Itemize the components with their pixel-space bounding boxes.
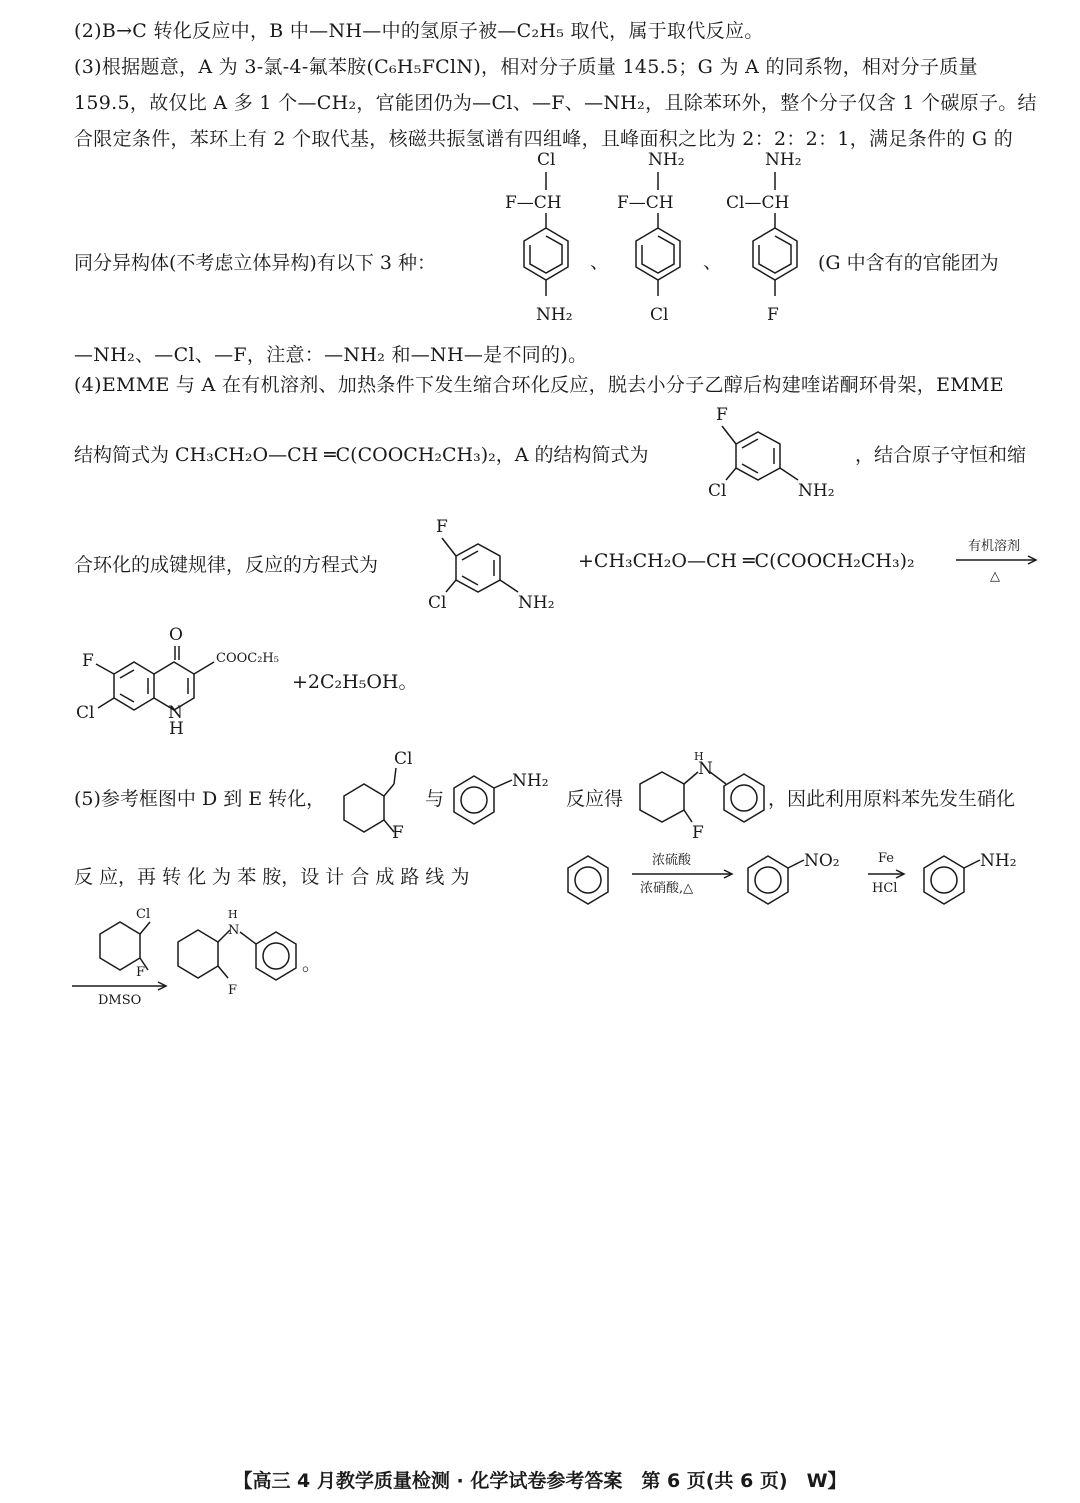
svg-text:H: H (228, 908, 238, 921)
paragraph-2: (2)B→C 转化反应中，B 中—NH—中的氢原子被—C₂H₅ 取代，属于取代反应。 (74, 20, 764, 42)
paragraph-4-line-2-left: 结构简式为 CH₃CH₂O—CH ═C(COOCH₂CH₃)₂，A 的结构简式为 (74, 444, 649, 466)
aniline-structure (452, 766, 572, 826)
svg-text:NH₂: NH₂ (512, 771, 549, 791)
isomer-2-structure (617, 150, 685, 325)
svg-text:F: F (228, 983, 238, 998)
paragraph-5-line-1-b: 与 (425, 788, 445, 810)
paragraph-4-line-1: (4)EMME 与 A 在有机溶剂、加热条件下发生缩合环化反应，脱去小分子乙醇后构建喹诺酮环骨架，EMME (74, 374, 1004, 396)
svg-text:F: F (392, 823, 404, 843)
isomer-3-para: F (767, 305, 779, 325)
reaction-arrow-1 (952, 534, 1052, 584)
svg-text:Cl: Cl (428, 593, 447, 613)
paragraph-5-line-2: 反 应，再 转 化 为 苯 胺，设 计 合 成 路 线 为 (74, 866, 470, 888)
svg-text:Cl: Cl (136, 907, 151, 922)
svg-text:HCl: HCl (872, 881, 898, 896)
synthesis-route (560, 840, 1040, 910)
svg-text:F: F (692, 823, 704, 843)
svg-text:△: △ (990, 569, 1000, 584)
page-footer: 【高三 4 月教学质量检测 · 化学试卷参考答案 第 6 页(共 6 页) W】 (233, 1470, 847, 1492)
svg-text:有机溶剂: 有机溶剂 (968, 539, 1021, 554)
svg-text:N: N (698, 759, 713, 779)
isomer-1-para: NH₂ (536, 305, 573, 325)
svg-text:NH₂: NH₂ (980, 851, 1017, 871)
svg-text:N: N (168, 703, 183, 723)
isomer-1-top: Cl (537, 150, 556, 170)
paragraph-4-line-3-left: 合环化的成键规律，反应的方程式为 (74, 554, 379, 576)
svg-text:浓硫酸: 浓硫酸 (652, 853, 692, 868)
product-tail: +2C₂H₅OH。 (292, 671, 418, 693)
quinolone-product (74, 622, 294, 742)
isomer-3-structure (726, 150, 802, 325)
structure-A (700, 398, 860, 518)
isomer-2-side: F—CH (617, 193, 674, 213)
isomer-separator-2: 、 (703, 251, 723, 273)
svg-text:F: F (436, 517, 448, 537)
emme-reagent: +CH₃CH₂O—CH ═C(COOCH₂CH₃)₂ (578, 550, 915, 572)
svg-text:Cl: Cl (708, 481, 727, 501)
paragraph-3-line-5: —NH₂、—Cl、—F，注意：—NH₂ 和—NH—是不同的)。 (74, 344, 588, 366)
svg-text:Cl: Cl (76, 703, 95, 723)
svg-text:H: H (169, 719, 184, 739)
paragraph-3-line-2: 159.5，故仅比 A 多 1 个—CH₂，官能团仍为—Cl、—F、—NH₂，且除苯环外，整个分子仅含 1 个碳原子。结 (74, 92, 1037, 114)
paragraph-3-line-4-right: (G 中含有的官能团为 (818, 252, 999, 274)
isomer-separator-1: 、 (590, 251, 610, 273)
isomer-structures (0, 140, 1080, 340)
paragraph-3-line-1: (3)根据题意，A 为 3-氯-4-氟苯胺(C₆H₅FClN)，相对分子质量 145.5；G 为 A 的同系物，相对分子质量 (74, 56, 978, 78)
isomer-2-top: NH₂ (648, 150, 685, 170)
isomer-3-top: NH₂ (765, 150, 802, 170)
svg-text:NH₂: NH₂ (518, 593, 555, 613)
paragraph-5-line-1-c: 反应得 (566, 788, 624, 810)
isomer-3-side: Cl—CH (726, 193, 790, 213)
paragraph-3-line-3: 合限定条件，苯环上有 2 个取代基，核磁共振氢谱有四组峰，且峰面积之比为 2：2：2：1，满足条件的 G 的 (74, 128, 1014, 150)
synthesis-route-step-3 (70, 900, 370, 1020)
paragraph-5-line-1-a: (5)参考框图中 D 到 E 转化， (74, 788, 326, 810)
svg-text:F: F (82, 651, 94, 671)
product-amine-structure (632, 750, 772, 843)
svg-text:N: N (228, 923, 240, 938)
svg-text:浓硝酸,△: 浓硝酸,△ (640, 881, 694, 896)
svg-text:O: O (169, 625, 183, 645)
isomer-1-side: F—CH (505, 193, 562, 213)
svg-text:F: F (716, 405, 728, 425)
paragraph-4-line-2-right: ，结合原子守恒和缩 (855, 444, 1027, 466)
paragraph-5-line-1-d: ，因此利用原料苯先发生硝化 (768, 788, 1016, 810)
svg-text:Cl: Cl (394, 749, 413, 769)
svg-text:H: H (694, 750, 704, 763)
isomer-2-para: Cl (650, 305, 669, 325)
isomer-1-structure (505, 150, 573, 325)
svg-text:。: 。 (302, 953, 322, 975)
svg-text:NO₂: NO₂ (804, 851, 840, 871)
svg-text:NH₂: NH₂ (798, 481, 835, 501)
svg-text:DMSO: DMSO (98, 993, 142, 1008)
structure-A-equation (420, 510, 580, 630)
svg-text:COOC₂H₅: COOC₂H₅ (216, 651, 279, 666)
svg-text:F: F (136, 965, 146, 980)
paragraph-3-line-4-left: 同分异构体(不考虑立体异构)有以下 3 种： (74, 252, 436, 274)
chlorofluorocyclohexane (338, 744, 438, 844)
svg-text:Fe: Fe (878, 851, 895, 866)
